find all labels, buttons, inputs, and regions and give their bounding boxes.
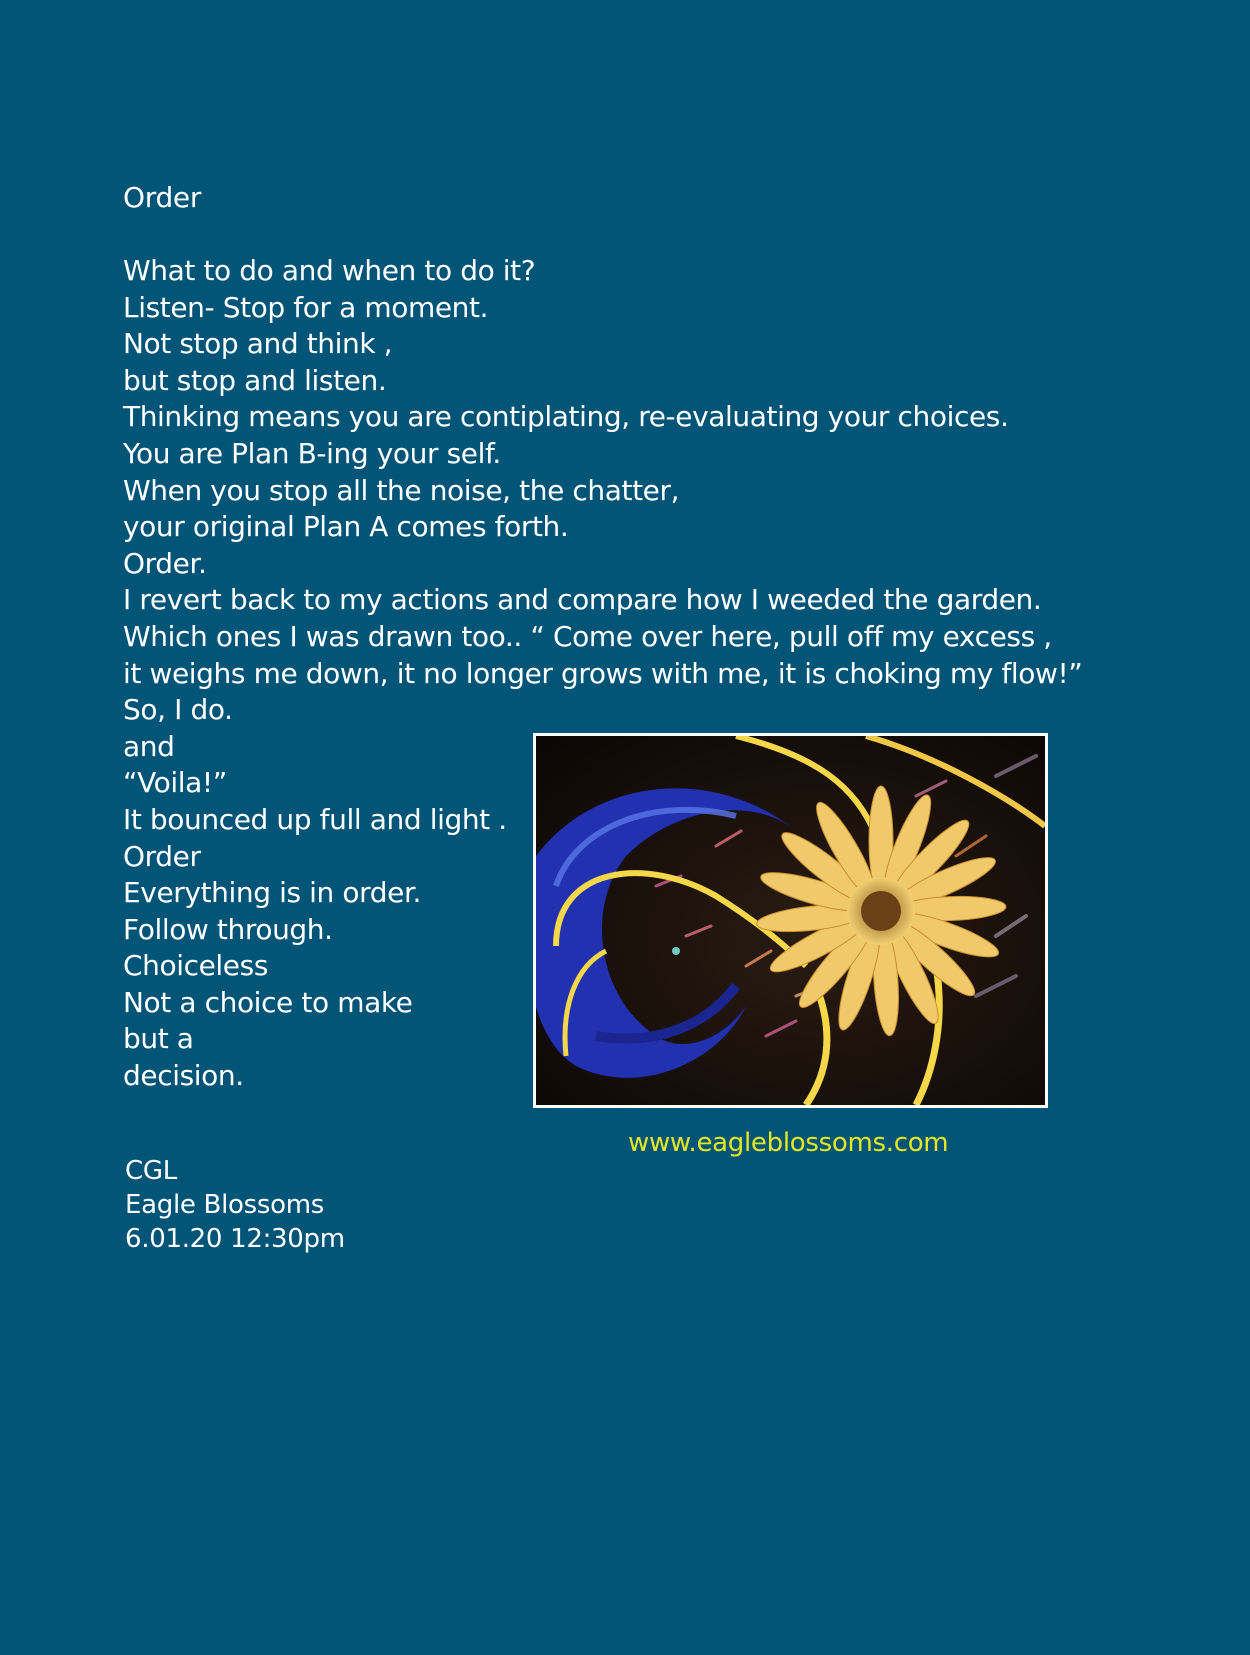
poem-line: but a <box>123 1022 194 1056</box>
flower-photo-art <box>536 736 1045 1105</box>
poem-line: decision. <box>123 1059 244 1093</box>
flower-photo <box>533 733 1048 1108</box>
poem-line: Not stop and think , <box>123 327 393 361</box>
signature-initials: CGL <box>125 1156 177 1186</box>
poem-line: You are Plan B-ing your self. <box>123 436 501 470</box>
poem-line: So, I do. <box>123 693 233 727</box>
poem-line: and <box>123 729 175 763</box>
poem-line: When you stop all the noise, the chatter, <box>123 473 680 507</box>
signature-name: Eagle Blossoms <box>125 1190 324 1220</box>
poem-line: Follow through. <box>123 912 333 946</box>
poem-title: Order <box>123 181 202 214</box>
poem-line: “Voila!” <box>123 766 227 800</box>
poem-line: Thinking means you are contiplating, re-evaluating your choices. <box>123 400 1009 434</box>
website-link[interactable]: www.eagleblossoms.com <box>628 1128 949 1158</box>
poem-line: Not a choice to make <box>123 985 413 1019</box>
poem-line: it weighs me down, it no longer grows with me, it is choking my flow!” <box>123 656 1083 690</box>
poem-line: Order. <box>123 546 207 580</box>
signature-block <box>125 1154 345 1256</box>
poem-line: but stop and listen. <box>123 363 387 397</box>
poem-line: It bounced up full and light . <box>123 802 507 836</box>
poem-line: Everything is in order. <box>123 876 421 910</box>
poem-line: Listen- Stop for a moment. <box>123 290 489 324</box>
poem-line: I revert back to my actions and compare how I weeded the garden. <box>123 583 1042 617</box>
poem-line: Order <box>123 839 201 873</box>
poem-line: Which ones I was drawn too.. “ Come over here, pull off my excess , <box>123 619 1052 653</box>
poem-line: What to do and when to do it? <box>123 254 536 287</box>
poem-line: Choiceless <box>123 949 269 983</box>
signature-datetime: 6.01.20 12:30pm <box>125 1224 345 1254</box>
poem-line: your original Plan A comes forth. <box>123 510 569 544</box>
